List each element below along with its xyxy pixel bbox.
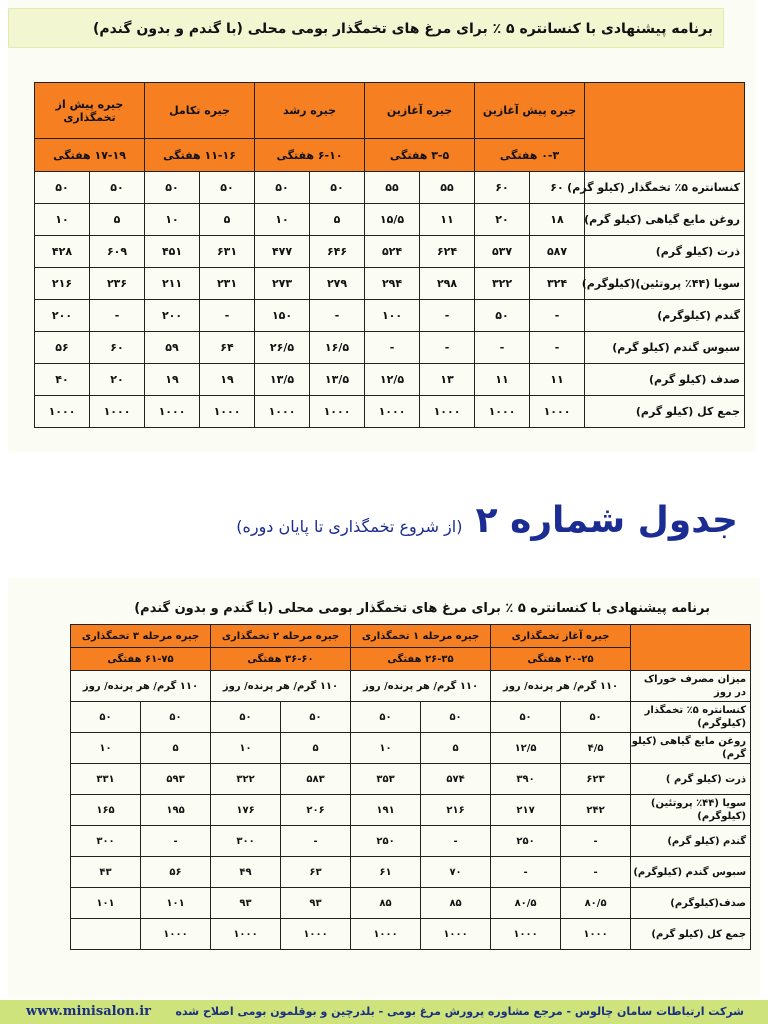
value-cell: ۵۷۴ bbox=[421, 764, 491, 795]
intake-label: میزان مصرف خوراک در روز bbox=[631, 671, 751, 702]
phase-header: جیره مرحله ۱ تخمگذاری bbox=[351, 625, 491, 648]
value-cell: ۵۰ bbox=[255, 172, 310, 204]
value-cell: ۱۰۰ bbox=[365, 300, 420, 332]
value-cell: ۲۰ bbox=[90, 364, 145, 396]
table-row bbox=[35, 396, 745, 428]
value-cell: ۱۱ bbox=[420, 204, 475, 236]
value-cell: - bbox=[475, 332, 530, 364]
value-cell: ۵ bbox=[281, 733, 351, 764]
value-cell: ۱۰۰۰ bbox=[281, 919, 351, 950]
phase-header: جیره پیش آغازین bbox=[475, 83, 585, 139]
value-cell: ۱۰۰۰ bbox=[35, 396, 90, 428]
value-cell: ۳۰۰ bbox=[71, 826, 141, 857]
value-cell: - bbox=[421, 826, 491, 857]
value-cell: ۱۳ bbox=[420, 364, 475, 396]
table1-title: برنامه پیشنهادی با کنسانتره ۵ ٪ برای مرغ های تخمگذار بومی محلی (با گندم و بدون گندم) bbox=[8, 8, 724, 48]
value-cell: ۳۲۴ bbox=[530, 268, 585, 300]
value-cell: ۲۳۶ bbox=[90, 268, 145, 300]
value-cell: ۱۰۰۰ bbox=[561, 919, 631, 950]
value-cell: ۱۰۰۰ bbox=[475, 396, 530, 428]
value-cell: ۲۶/۵ bbox=[255, 332, 310, 364]
value-cell: ۶۴۶ bbox=[310, 236, 365, 268]
value-cell: ۱۲/۵ bbox=[365, 364, 420, 396]
value-cell: ۵۰ bbox=[71, 702, 141, 733]
value-cell: ۱۰۰۰ bbox=[211, 919, 281, 950]
weeks-header: ۶-۱۰ هفتگی bbox=[255, 139, 365, 172]
value-cell: ۱۰۰۰ bbox=[90, 396, 145, 428]
value-cell: ۲۴۲ bbox=[561, 795, 631, 826]
value-cell: - bbox=[530, 300, 585, 332]
intake-cell: ۱۱۰ گرم/ هر پرنده/ روز bbox=[491, 671, 631, 702]
value-cell: ۱۹ bbox=[200, 364, 255, 396]
value-cell: ۱۵/۵ bbox=[365, 204, 420, 236]
value-cell: - bbox=[281, 826, 351, 857]
value-cell: - bbox=[420, 332, 475, 364]
value-cell: ۱۰۰۰ bbox=[141, 919, 211, 950]
value-cell: ۱۰۱ bbox=[141, 888, 211, 919]
value-cell: - bbox=[530, 332, 585, 364]
footer-credit: شرکت ارتباطات سامان چالوس - مرجع مشاوره پرورش مرغ بومی - بلدرچین و بوقلمون بومی اصلاح شده bbox=[175, 1005, 744, 1018]
weeks-header: ۶۱-۷۵ هفتگی bbox=[71, 648, 211, 671]
value-cell: ۱۰ bbox=[255, 204, 310, 236]
weeks-header: ۲۰-۲۵ هفتگی bbox=[491, 648, 631, 671]
value-cell: ۶۰ bbox=[475, 172, 530, 204]
weeks-header: ۲۶-۳۵ هفتگی bbox=[351, 648, 491, 671]
value-cell: ۶۰ bbox=[90, 332, 145, 364]
row-label: جمع کل (کیلو گرم) bbox=[631, 919, 751, 950]
value-cell: ۱۹ bbox=[145, 364, 200, 396]
value-cell: ۱۰۰۰ bbox=[255, 396, 310, 428]
weeks-header: ۳-۵ هفتگی bbox=[365, 139, 475, 172]
value-cell: ۵۰ bbox=[310, 172, 365, 204]
value-cell: ۶۲۴ bbox=[420, 236, 475, 268]
value-cell: ۵ bbox=[310, 204, 365, 236]
value-cell: ۱۹۵ bbox=[141, 795, 211, 826]
table2-heading-sub: (از شروع تخمگذاری تا پایان دوره) bbox=[236, 517, 463, 536]
value-cell: - bbox=[420, 300, 475, 332]
footer-bar bbox=[0, 1000, 768, 1024]
row-label: کنسانتره ۵٪ تخمگذار (کیلوگرم) bbox=[631, 702, 751, 733]
value-cell: ۳۵۳ bbox=[351, 764, 421, 795]
value-cell: ۲۵۰ bbox=[491, 826, 561, 857]
value-cell: ۵ bbox=[141, 733, 211, 764]
value-cell: ۱۰ bbox=[35, 204, 90, 236]
row-label: صدف (کیلو گرم) bbox=[585, 364, 745, 396]
value-cell: ۱۰۰۰ bbox=[365, 396, 420, 428]
value-cell: ۹۳ bbox=[211, 888, 281, 919]
value-cell: ۲۰۶ bbox=[281, 795, 351, 826]
value-cell: ۵۲۴ bbox=[365, 236, 420, 268]
table1-corner bbox=[585, 83, 745, 172]
value-cell: ۱۰ bbox=[211, 733, 281, 764]
intake-cell: ۱۱۰ گرم/ هر پرنده/ روز bbox=[211, 671, 351, 702]
table2 bbox=[70, 624, 751, 950]
value-cell: ۶۴ bbox=[200, 332, 255, 364]
table-row bbox=[35, 332, 745, 364]
value-cell: ۱۶۵ bbox=[71, 795, 141, 826]
value-cell: ۸۰/۵ bbox=[561, 888, 631, 919]
value-cell: ۵ bbox=[200, 204, 255, 236]
value-cell: ۱۷۶ bbox=[211, 795, 281, 826]
footer-website-link[interactable]: www.minisalon.ir bbox=[26, 1004, 151, 1019]
value-cell: ۶۳۱ bbox=[200, 236, 255, 268]
row-label: سبوس گندم (کیلو گرم) bbox=[585, 332, 745, 364]
row-label: جمع کل (کیلو گرم) bbox=[585, 396, 745, 428]
row-label: ذرت (کیلو گرم ) bbox=[631, 764, 751, 795]
value-cell: ۱۰۰۰ bbox=[421, 919, 491, 950]
table-row bbox=[71, 826, 751, 857]
value-cell: ۹۳ bbox=[281, 888, 351, 919]
value-cell: ۱۰ bbox=[351, 733, 421, 764]
value-cell: ۱۱ bbox=[530, 364, 585, 396]
table-row bbox=[35, 172, 745, 204]
weeks-header: ۳۶-۶۰ هفتگی bbox=[211, 648, 351, 671]
value-cell: ۵۵ bbox=[365, 172, 420, 204]
value-cell: ۶۳ bbox=[281, 857, 351, 888]
value-cell: ۵۰ bbox=[141, 702, 211, 733]
table2-corner bbox=[631, 625, 751, 671]
value-cell: ۱۰۰۰ bbox=[530, 396, 585, 428]
value-cell: ۲۱۶ bbox=[421, 795, 491, 826]
weeks-header: ۰-۳ هفتگی bbox=[475, 139, 585, 172]
table2-title: برنامه پیشنهادی با کنسانتره ۵ ٪ برای مرغ های تخمگذار بومی محلی (با گندم و بدون گندم) bbox=[134, 601, 710, 616]
table-row bbox=[35, 236, 745, 268]
value-cell: ۶۱ bbox=[351, 857, 421, 888]
value-cell: ۳۳۱ bbox=[71, 764, 141, 795]
value-cell: ۱۳/۵ bbox=[310, 364, 365, 396]
value-cell: ۵۸۷ bbox=[530, 236, 585, 268]
value-cell: ۱۶/۵ bbox=[310, 332, 365, 364]
value-cell: ۴۲۸ bbox=[35, 236, 90, 268]
table-row bbox=[71, 888, 751, 919]
value-cell: ۲۰۰ bbox=[35, 300, 90, 332]
value-cell: ۱۸ bbox=[530, 204, 585, 236]
value-cell: ۴۰ bbox=[35, 364, 90, 396]
value-cell: ۲۹۸ bbox=[420, 268, 475, 300]
value-cell: ۱۹۱ bbox=[351, 795, 421, 826]
value-cell: ۵۰ bbox=[145, 172, 200, 204]
value-cell: ۱۰۰۰ bbox=[491, 919, 561, 950]
value-cell: ۶۲۳ bbox=[561, 764, 631, 795]
value-cell: ۵۰ bbox=[35, 172, 90, 204]
value-cell: ۸۰/۵ bbox=[491, 888, 561, 919]
row-label: گندم (کیلوگرم) bbox=[585, 300, 745, 332]
phase-header: جیره آغازین bbox=[365, 83, 475, 139]
value-cell: ۳۲۲ bbox=[475, 268, 530, 300]
value-cell: - bbox=[561, 826, 631, 857]
table2-heading bbox=[0, 500, 738, 562]
value-cell: ۵۹۳ bbox=[141, 764, 211, 795]
phase-header: جیره مرحله ۳ تخمگذاری bbox=[71, 625, 211, 648]
value-cell: ۴۹ bbox=[211, 857, 281, 888]
value-cell: - bbox=[491, 857, 561, 888]
value-cell: - bbox=[310, 300, 365, 332]
value-cell: ۵۰ bbox=[211, 702, 281, 733]
value-cell: - bbox=[90, 300, 145, 332]
value-cell: ۱۰۱ bbox=[71, 888, 141, 919]
value-cell: ۵۰ bbox=[491, 702, 561, 733]
value-cell: ۲۵۰ bbox=[351, 826, 421, 857]
value-cell: ۱۰۰۰ bbox=[145, 396, 200, 428]
row-label: صدف(کیلوگرم) bbox=[631, 888, 751, 919]
value-cell: ۱۰۰۰ bbox=[420, 396, 475, 428]
value-cell: ۵۰ bbox=[561, 702, 631, 733]
phase-header: جیره رشد bbox=[255, 83, 365, 139]
value-cell: - bbox=[141, 826, 211, 857]
value-cell: ۶۰۹ bbox=[90, 236, 145, 268]
value-cell: - bbox=[365, 332, 420, 364]
value-cell: ۱۰۰۰ bbox=[200, 396, 255, 428]
row-label: روغن مایع گیاهی (کیلو گرم) bbox=[585, 204, 745, 236]
value-cell: ۵۶ bbox=[35, 332, 90, 364]
value-cell: ۳۰۰ bbox=[211, 826, 281, 857]
value-cell: - bbox=[200, 300, 255, 332]
table2-heading-main: جدول شماره ۲ bbox=[475, 500, 738, 541]
value-cell: ۱۰ bbox=[71, 733, 141, 764]
table-row bbox=[71, 764, 751, 795]
row-label: سبوس گندم (کیلوگرم) bbox=[631, 857, 751, 888]
row-label: گندم (کیلو گرم) bbox=[631, 826, 751, 857]
value-cell: ۸۵ bbox=[351, 888, 421, 919]
value-cell: ۵۰ bbox=[351, 702, 421, 733]
value-cell: ۵۳۷ bbox=[475, 236, 530, 268]
table-row bbox=[35, 268, 745, 300]
value-cell: ۵۹ bbox=[145, 332, 200, 364]
value-cell: ۲۰ bbox=[475, 204, 530, 236]
value-cell: ۱۱ bbox=[475, 364, 530, 396]
value-cell: ۵۵ bbox=[420, 172, 475, 204]
value-cell: ۲۱۶ bbox=[35, 268, 90, 300]
value-cell: - bbox=[561, 857, 631, 888]
table-row bbox=[71, 857, 751, 888]
weeks-header: ۱۷-۱۹ هفتگی bbox=[35, 139, 145, 172]
value-cell: ۵۰ bbox=[421, 702, 491, 733]
value-cell: ۵۸۳ bbox=[281, 764, 351, 795]
table-row bbox=[71, 702, 751, 733]
value-cell: ۴/۵ bbox=[561, 733, 631, 764]
value-cell: ۱۲/۵ bbox=[491, 733, 561, 764]
value-cell: ۵۰ bbox=[475, 300, 530, 332]
value-cell: ۵ bbox=[421, 733, 491, 764]
value-cell: ۴۵۱ bbox=[145, 236, 200, 268]
value-cell: ۳۲۲ bbox=[211, 764, 281, 795]
value-cell: ۵۰ bbox=[90, 172, 145, 204]
value-cell: ۲۷۹ bbox=[310, 268, 365, 300]
table-row bbox=[71, 733, 751, 764]
value-cell: ۱۳/۵ bbox=[255, 364, 310, 396]
value-cell: ۲۱۱ bbox=[145, 268, 200, 300]
row-label: روغن مایع گیاهی (کیلو گرم) bbox=[631, 733, 751, 764]
value-cell: ۲۹۴ bbox=[365, 268, 420, 300]
value-cell: ۲۳۱ bbox=[200, 268, 255, 300]
value-cell: ۷۰ bbox=[421, 857, 491, 888]
phase-header: جیره پیش از تخمگذاری bbox=[35, 83, 145, 139]
value-cell: ۱۵۰ bbox=[255, 300, 310, 332]
intake-cell: ۱۱۰ گرم/ هر پرنده/ روز bbox=[351, 671, 491, 702]
value-cell: ۱۰ bbox=[145, 204, 200, 236]
row-label: سویا (۴۴٪ پروتئین)(کیلوگرم) bbox=[585, 268, 745, 300]
intake-cell: ۱۱۰ گرم/ هر پرنده/ روز bbox=[71, 671, 211, 702]
table-row bbox=[71, 795, 751, 826]
value-cell: ۴۷۷ bbox=[255, 236, 310, 268]
table-row bbox=[35, 364, 745, 396]
value-cell: ۲۰۰ bbox=[145, 300, 200, 332]
phase-header: جیره آغاز تخمگذاری bbox=[491, 625, 631, 648]
row-label: کنسانتره ۵٪ تخمگذار (کیلو گرم) bbox=[585, 172, 745, 204]
table-row bbox=[35, 204, 745, 236]
table-row bbox=[71, 919, 751, 950]
value-cell bbox=[71, 919, 141, 950]
table1 bbox=[34, 82, 745, 428]
value-cell: ۶۰ bbox=[530, 172, 585, 204]
value-cell: ۱۰۰۰ bbox=[351, 919, 421, 950]
row-label: ذرت (کیلو گرم) bbox=[585, 236, 745, 268]
phase-header: جیره مرحله ۲ تخمگذاری bbox=[211, 625, 351, 648]
value-cell: ۸۵ bbox=[421, 888, 491, 919]
value-cell: ۴۳ bbox=[71, 857, 141, 888]
weeks-header: ۱۱-۱۶ هفتگی bbox=[145, 139, 255, 172]
value-cell: ۵۶ bbox=[141, 857, 211, 888]
value-cell: ۳۹۰ bbox=[491, 764, 561, 795]
table-row bbox=[35, 300, 745, 332]
value-cell: ۱۰۰۰ bbox=[310, 396, 365, 428]
value-cell: ۲۷۳ bbox=[255, 268, 310, 300]
value-cell: ۵۰ bbox=[200, 172, 255, 204]
value-cell: ۵۰ bbox=[281, 702, 351, 733]
row-label: سویا (۴۴٪ پروتئین) (کیلوگرم) bbox=[631, 795, 751, 826]
value-cell: ۲۱۷ bbox=[491, 795, 561, 826]
value-cell: ۵ bbox=[90, 204, 145, 236]
phase-header: جیره تکامل bbox=[145, 83, 255, 139]
